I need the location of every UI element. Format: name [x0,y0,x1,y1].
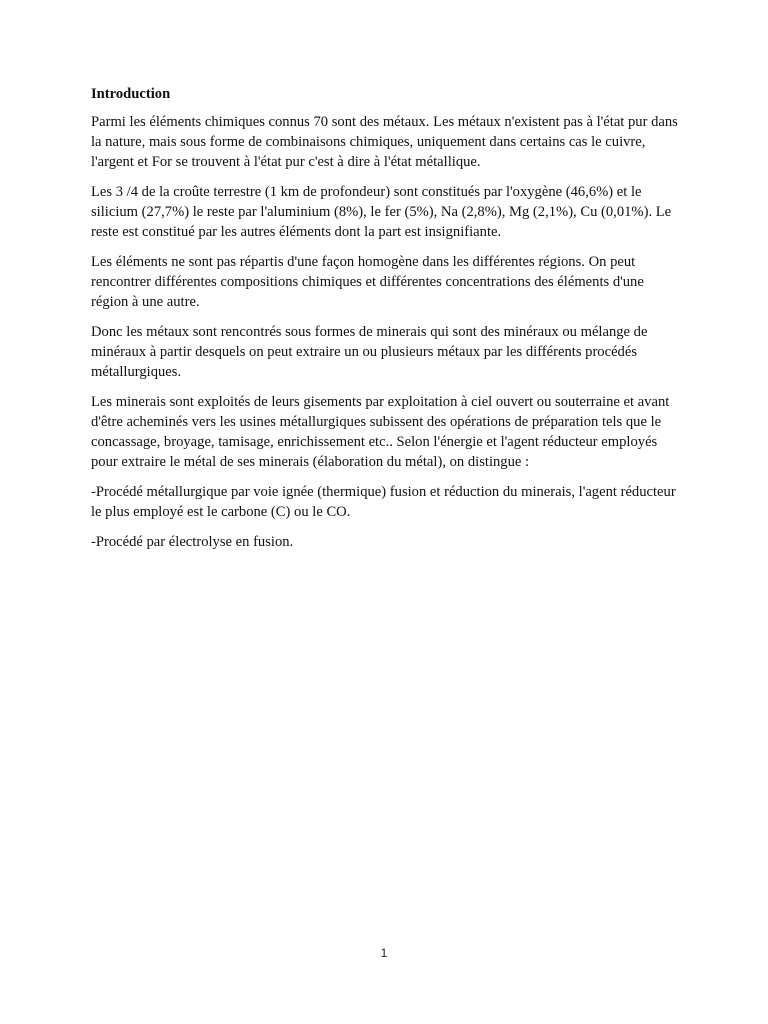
paragraph-1: Parmi les éléments chimiques connus 70 sont des métaux. Les métaux n'existent pas à l'état pur dans la nature, mais sous forme de combinaisons chimiques, uniquement dans certains cas le cuivre, l'argent et For se trouvent à l'état pur c'est à dire à l'état métallique. [91,114,678,170]
paragraph-3: Les éléments ne sont pas répartis d'une façon homogène dans les différentes régions. On peut rencontrer différentes compositions chimiques et différentes concentrations des éléments d'une région à une autre. [91,254,644,310]
section-heading: Introduction [91,86,171,102]
paragraph-6: -Procédé métallurgique par voie ignée (thermique) fusion et réduction du minerais, l'agent réducteur le plus employé est le carbone (C) ou le CO. [91,484,676,520]
page-number: 1 [380,946,388,960]
paragraph-5: Les minerais sont exploités de leurs gisements par exploitation à ciel ouvert ou souterraine et avant d'être acheminés vers les usines métallurgiques subissent des opérations de préparation tels que le concassage, broyage, tamisage, enrichissement etc.. Selon l'énergie et l'agent réducteur employés pour extraire le métal de ses minerais (élaboration du métal), on distingue : [91,394,670,470]
paragraph-2: Les 3 /4 de la croûte terrestre (1 km de profondeur) sont constitués par l'oxygène (46,6%) et le silicium (27,7%) le reste par l'aluminium (8%), le fer (5%), Na (2,8%), Mg (2,1%), Cu (0,01%). Le reste est constitué par les autres éléments dont la part est insignifiante. [91,184,672,240]
document-body [91,84,679,562]
paragraph-4: Donc les métaux sont rencontrés sous formes de minerais qui sont des minéraux ou mélange de minéraux à partir desquels on peut extraire un ou plusieurs métaux par les différents procédés métallurgiques. [91,324,648,380]
paragraph-7: -Procédé par électrolyse en fusion. [91,534,294,550]
